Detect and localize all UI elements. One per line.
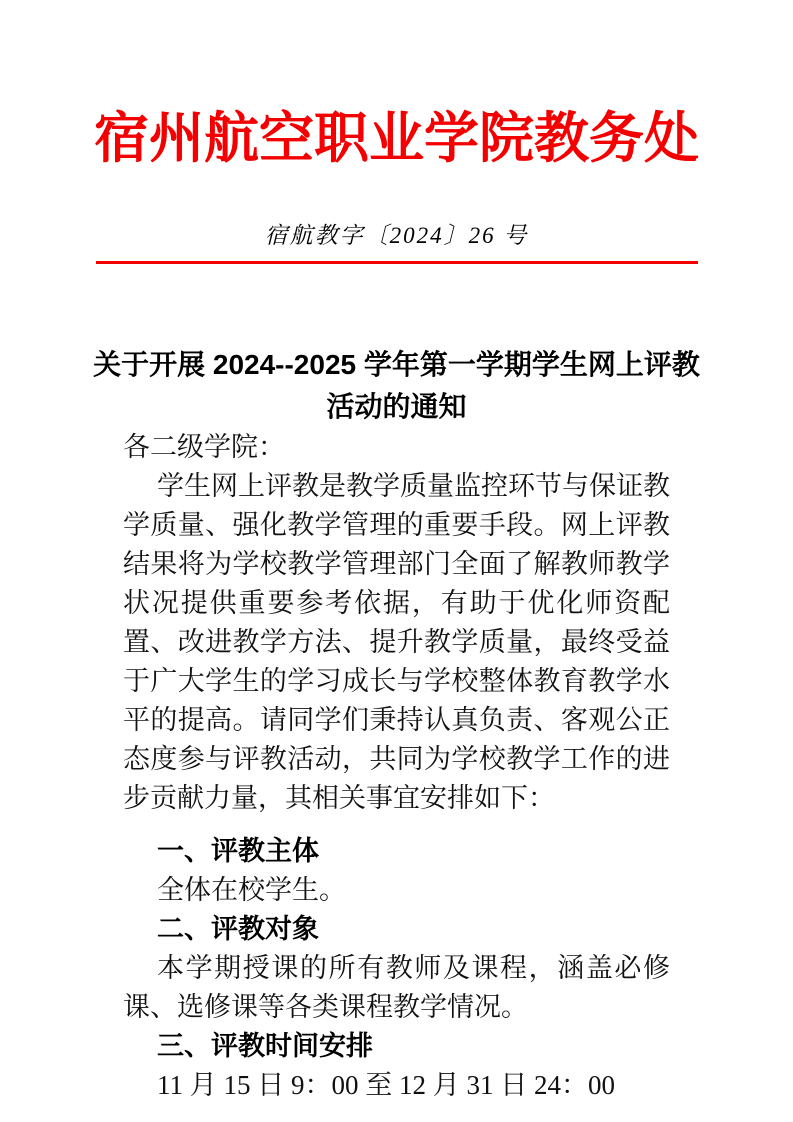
red-divider-rule: [96, 261, 698, 264]
section-2-body: 本学期授课的所有教师及课程，涵盖必修课、选修课等各类课程教学情况。: [123, 953, 670, 1022]
notice-body: [123, 428, 670, 1105]
section-2-heading: 二、评教对象: [157, 914, 319, 944]
section-3-body: 11 月 15 日 9：00 至 12 月 31 日 24：00: [157, 1070, 615, 1100]
intro-paragraph: 学生网上评教是教学质量监控环节与保证教学质量、强化教学管理的重要手段。网上评教结果将为学校教学管理部门全面了解教师教学状况提供重要参考依据，有助于优化师资配置、改进教学方法、提升教学质量，最终受益于广大学生的学习成长与学校整体教育教学水平的提高。请同学们秉持认真负责、客观公正态度参与评教活动，共同为学校教学工作的进步贡献力量，其相关事宜安排如下：: [123, 471, 670, 813]
salutation: 各二级学院：: [123, 432, 285, 462]
letterhead-org-title: 宿州航空职业学院教务处: [93, 108, 699, 169]
section-1-body: 全体在校学生。: [157, 875, 346, 905]
notice-title: [90, 344, 703, 428]
section-3-heading: 三、评教时间安排: [157, 1031, 373, 1061]
section-1-heading: 一、评教主体: [157, 836, 319, 866]
notice-title-line-2: 活动的通知: [326, 391, 467, 422]
notice-title-line-1: 关于开展 2024--2025 学年第一学期学生网上评教: [93, 349, 700, 380]
document-number: 宿航教字〔2024〕26 号: [264, 223, 529, 248]
